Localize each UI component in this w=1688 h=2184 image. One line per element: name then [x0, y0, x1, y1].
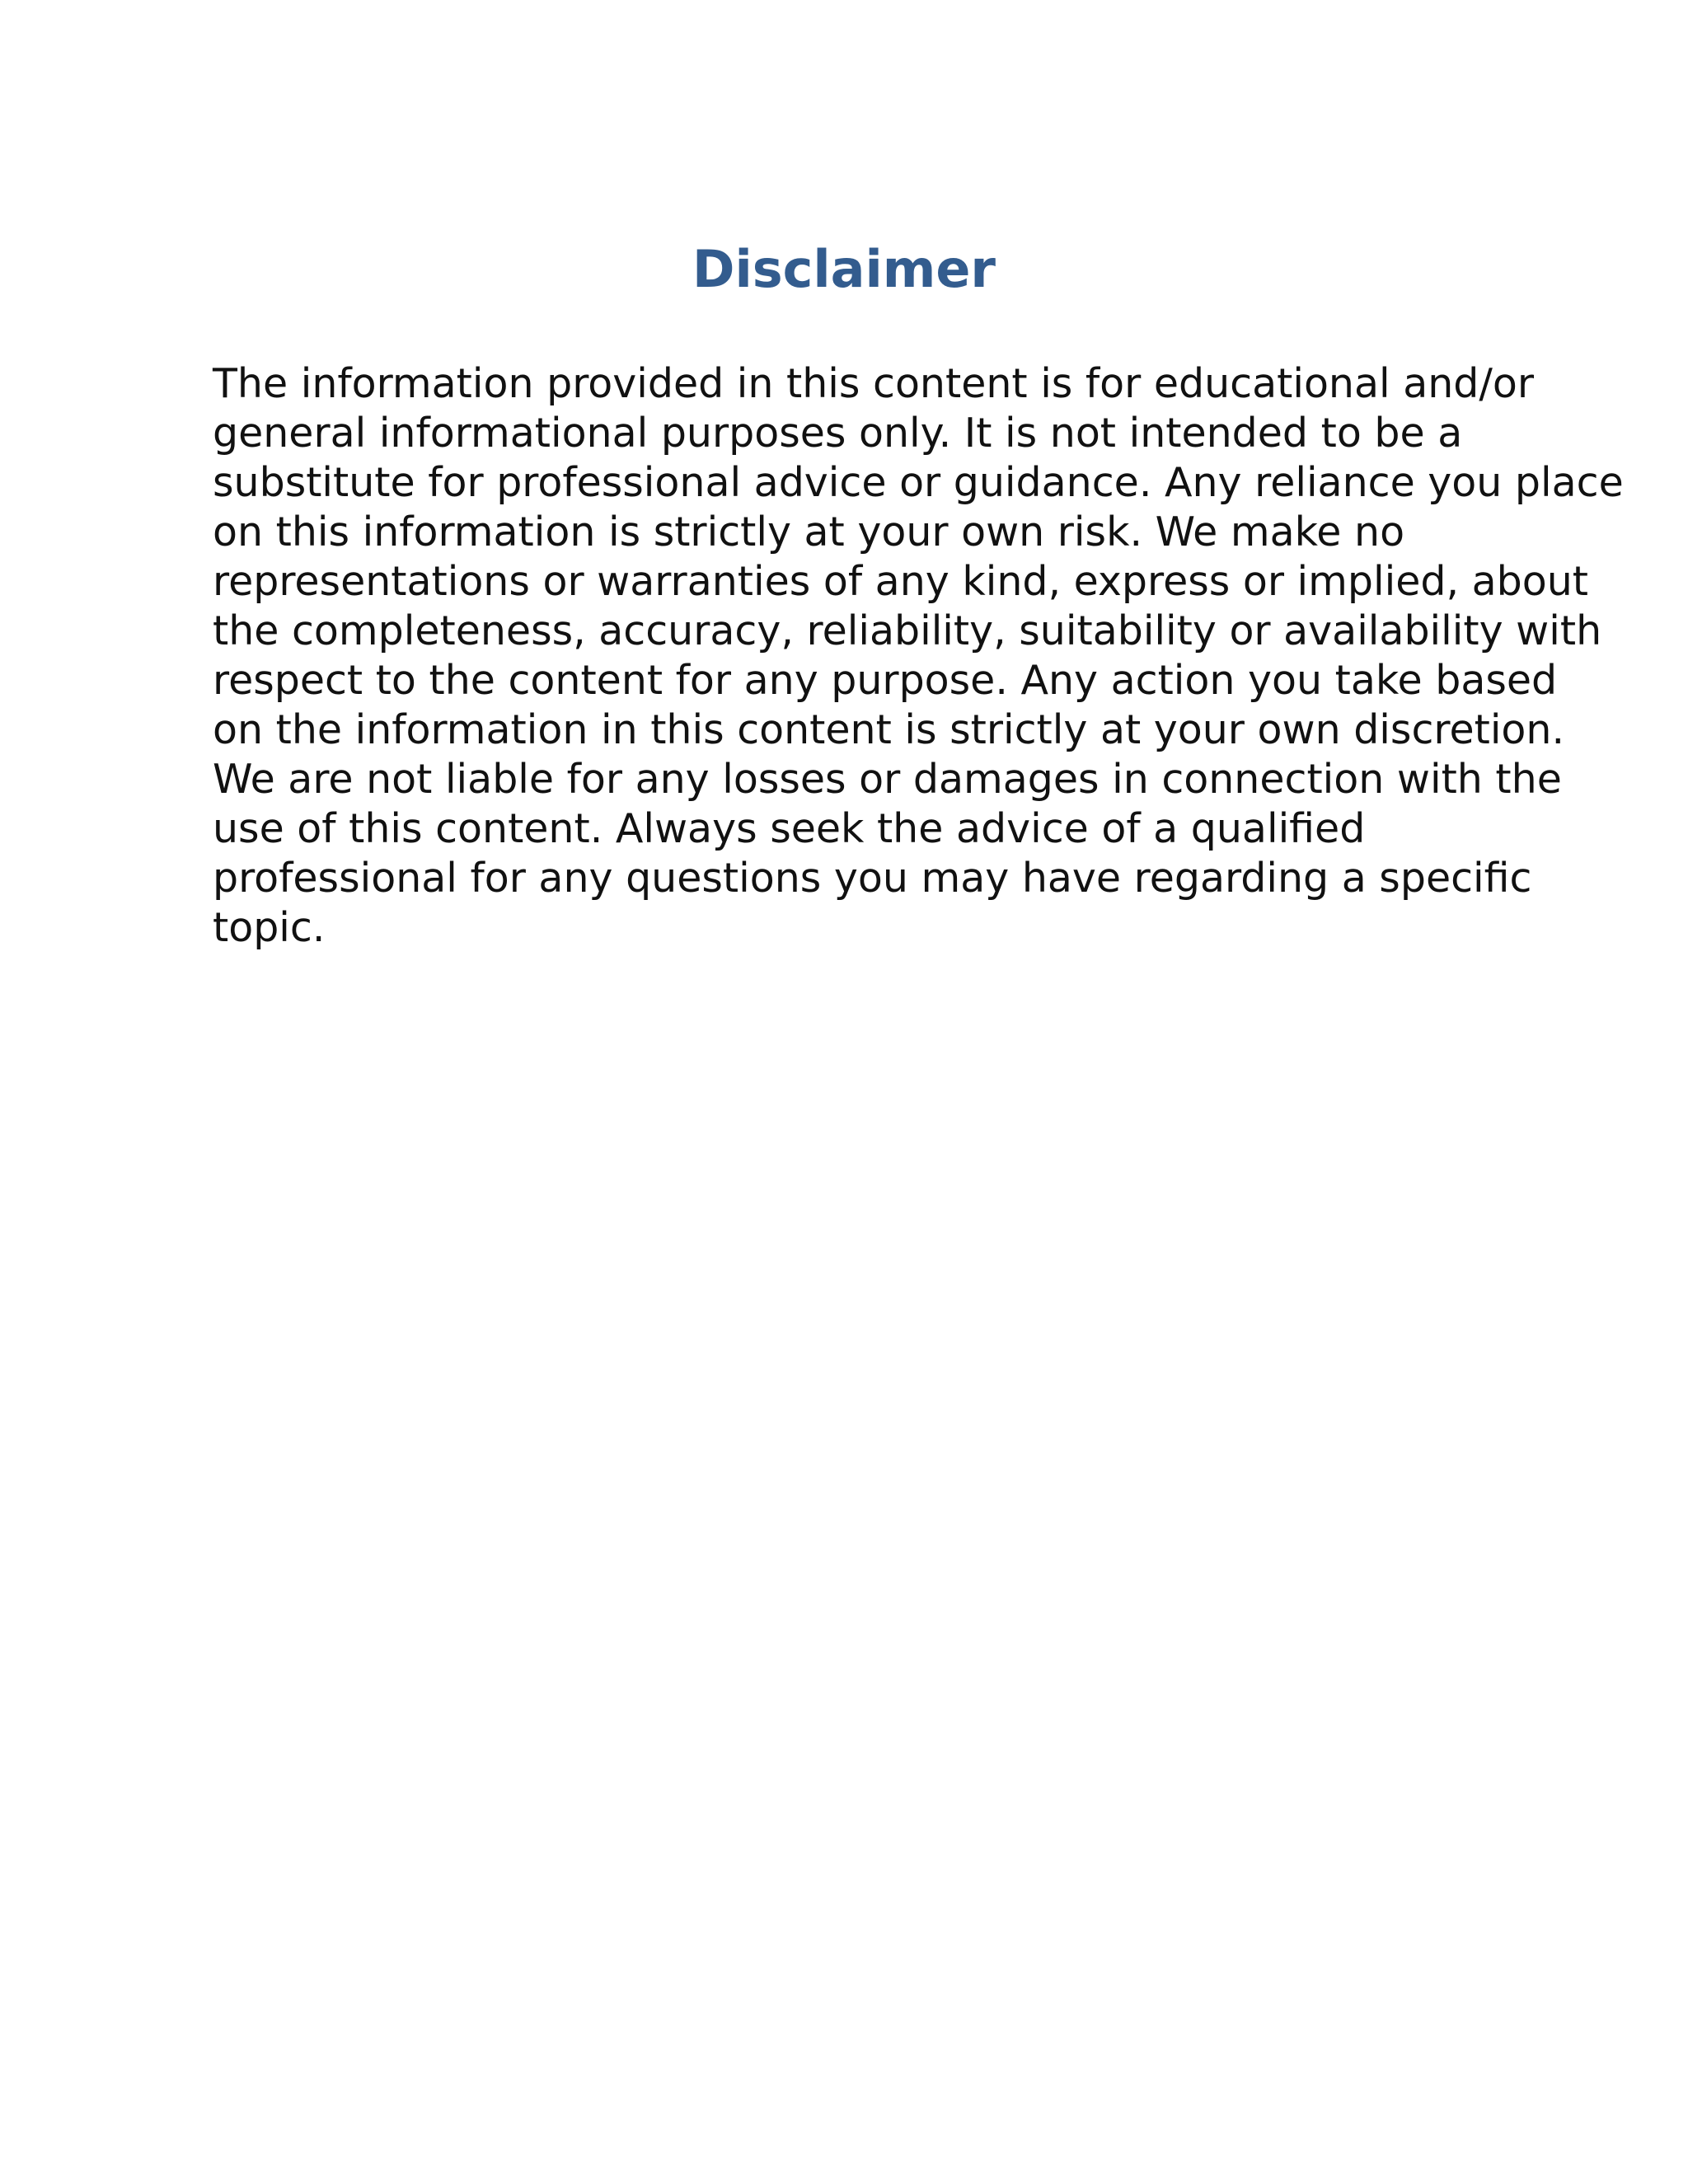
paragraph-line: substitute for professional advice or guidance. Any reliance you place — [213, 459, 1624, 506]
page-title: Disclaimer — [692, 239, 996, 299]
paragraph-line: representations or warranties of any kind, express or implied, about — [213, 558, 1589, 605]
disclaimer-paragraph — [213, 359, 1624, 953]
paragraph-line: We are not liable for any losses or damages in connection with the — [213, 756, 1562, 803]
paragraph-line: respect to the content for any purpose. Any action you take based — [213, 657, 1558, 704]
paragraph-line: topic. — [213, 904, 326, 951]
paragraph-line: on the information in this content is strictly at your own discretion. — [213, 706, 1565, 753]
paragraph-line: the completeness, accuracy, reliability, suitability or availability with — [213, 607, 1602, 654]
paragraph-line: professional for any questions you may have regarding a specific — [213, 855, 1532, 902]
paragraph-line: The information provided in this content is for educational and/or — [213, 360, 1535, 407]
paragraph-line: general informational purposes only. It is not intended to be a — [213, 410, 1463, 457]
paragraph-line: on this information is strictly at your own risk. We make no — [213, 509, 1405, 555]
paragraph-line: use of this content. Always seek the advice of a qualified — [213, 805, 1366, 852]
